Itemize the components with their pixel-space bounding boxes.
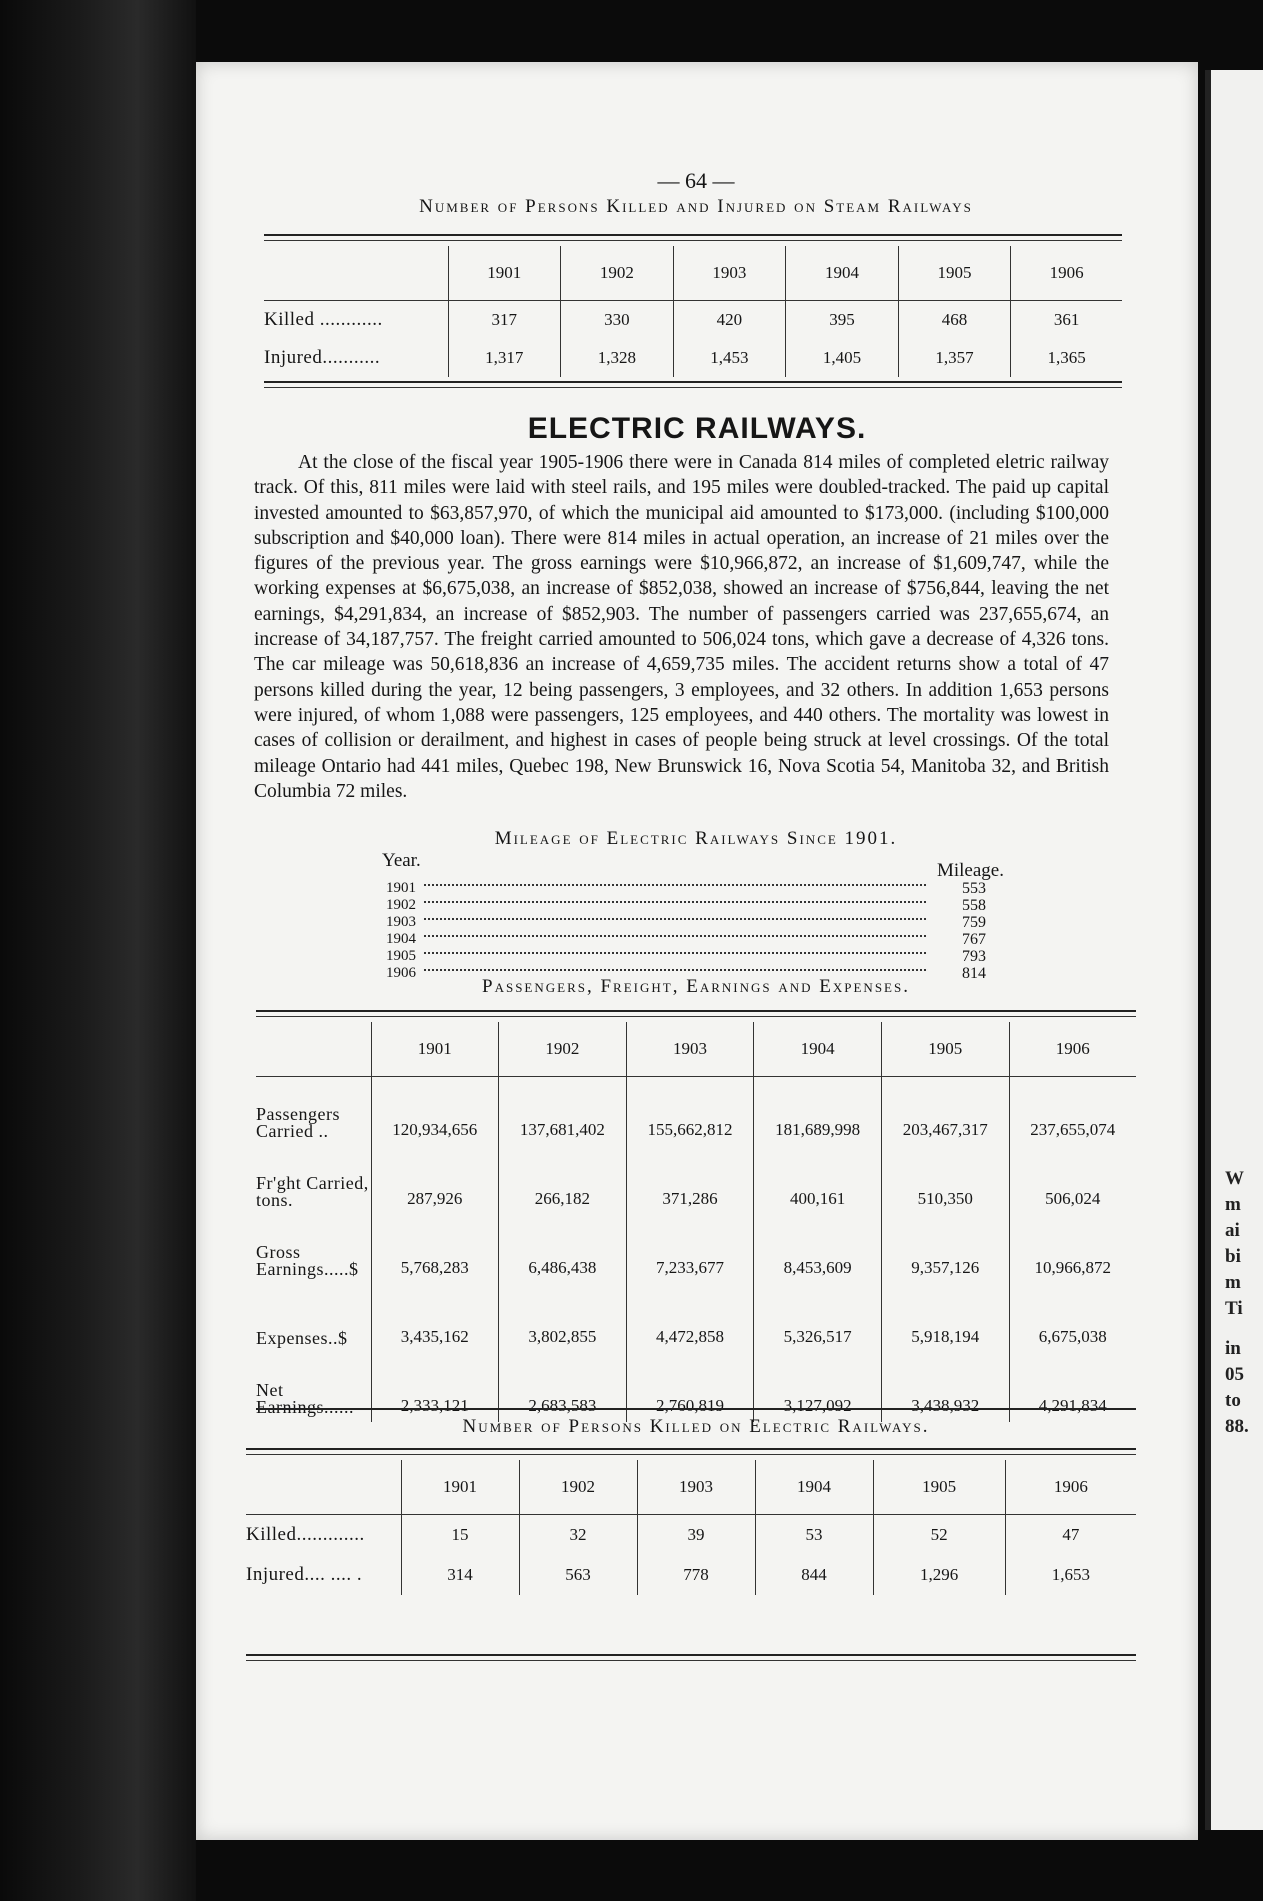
table-cell: 4,291,834 <box>1009 1353 1136 1422</box>
column-header-year: 1901 <box>371 1022 499 1077</box>
column-header-year: 1901 <box>448 246 561 301</box>
facing-page-edge <box>1205 70 1263 1830</box>
electric-railway-casualties-table <box>246 1460 1136 1595</box>
table-cell: 32 <box>519 1515 637 1556</box>
table-rule <box>264 381 1122 383</box>
mileage-year: 1901 <box>386 880 416 896</box>
mileage-table-caption: Mileage of Electric Railways Since 1901. <box>494 828 898 849</box>
table-rule <box>264 234 1122 236</box>
column-header-year: 1902 <box>561 246 674 301</box>
column-header-year: 1906 <box>1009 1022 1136 1077</box>
table-row <box>246 1515 1136 1556</box>
list-item <box>386 880 986 896</box>
row-label: Injured........... <box>264 347 381 368</box>
row-label: Passengers Carried .. <box>256 1104 340 1141</box>
table-cell: 7,233,677 <box>626 1215 754 1284</box>
mileage-year: 1906 <box>386 965 416 981</box>
table-row <box>264 339 1122 377</box>
table-row <box>246 1555 1136 1595</box>
column-header-year: 1901 <box>401 1460 519 1515</box>
mileage-value: 793 <box>962 948 986 965</box>
facing-page-fragment: m <box>1225 1272 1241 1293</box>
mileage-year: 1903 <box>386 914 416 930</box>
mileage-value: 767 <box>962 931 986 948</box>
table-cell: 468 <box>898 301 1011 340</box>
table-cell: 395 <box>786 301 899 340</box>
table-cell: 10,966,872 <box>1009 1215 1136 1284</box>
table-row <box>256 1077 1136 1147</box>
table-cell: 4,472,858 <box>626 1284 754 1353</box>
table-cell: 155,662,812 <box>626 1077 754 1147</box>
row-label: Injured.... .... . <box>246 1564 363 1585</box>
table-cell: 5,326,517 <box>754 1284 882 1353</box>
column-header-year: 1904 <box>786 246 899 301</box>
facing-page-fragment: to <box>1225 1390 1241 1411</box>
table-cell: 1,317 <box>448 339 561 377</box>
table-cell: 6,675,038 <box>1009 1284 1136 1353</box>
list-item <box>386 948 986 964</box>
table-row <box>256 1284 1136 1353</box>
table-cell: 52 <box>873 1515 1005 1556</box>
row-label: Gross Earnings.....$ <box>256 1242 359 1279</box>
mileage-value: 759 <box>962 914 986 931</box>
mileage-value: 814 <box>962 965 986 982</box>
column-header-year: 1905 <box>881 1022 1009 1077</box>
column-header-year: 1902 <box>499 1022 627 1077</box>
column-header-year: 1902 <box>519 1460 637 1515</box>
mileage-year: 1905 <box>386 948 416 964</box>
table-cell: 287,926 <box>371 1146 499 1215</box>
table-rule <box>256 1016 1136 1017</box>
column-header-year: 1904 <box>754 1022 882 1077</box>
table-row <box>256 1215 1136 1284</box>
dot-leader <box>424 884 926 886</box>
table-cell: 47 <box>1005 1515 1136 1556</box>
list-item <box>386 931 986 947</box>
year-header: Year. <box>382 850 421 871</box>
table-cell: 1,653 <box>1005 1555 1136 1595</box>
table-cell: 266,182 <box>499 1146 627 1215</box>
table-cell: 371,286 <box>626 1146 754 1215</box>
facing-page-fragment: 05 <box>1225 1364 1244 1385</box>
section-heading: ELECTRIC RAILWAYS. <box>527 412 867 445</box>
table-stub-header <box>246 1460 401 1515</box>
facing-page-fragment: W <box>1225 1168 1244 1189</box>
table-stub-header <box>256 1022 371 1077</box>
table-cell: 53 <box>755 1515 873 1556</box>
document-page <box>196 62 1198 1840</box>
table-cell: 6,486,438 <box>499 1215 627 1284</box>
table-cell: 120,934,656 <box>371 1077 499 1147</box>
table-rule <box>264 240 1122 241</box>
steam-table-caption: Number of Persons Killed and Injured on Steam Railways <box>419 196 973 217</box>
money-table-caption: Passengers, Freight, Earnings and Expenses. <box>482 976 910 997</box>
mileage-header: Mileage. <box>936 860 1004 881</box>
table-cell: 39 <box>637 1515 755 1556</box>
table-rule <box>246 1654 1136 1656</box>
table-cell: 181,689,998 <box>754 1077 882 1147</box>
table-row <box>256 1146 1136 1215</box>
body-paragraph: At the close of the fiscal year 1905-1906 there were in Canada 814 miles of completed eletric railway track. Of this, 811 miles were laid with steel rails, and 195 miles were doubled-tracked. The paid up capital invested amounted to $63,857,970, of which the municipal aid amounted to $173,000. (including $100,000 subscription and $40,000 loan). There were 814 miles in actual operation, an increase of 21 miles over the figures of the previous year. The gross earnings were $10,966,872, an increase of $1,609,747, while the working expenses at $6,675,038, an increase of $852,038, showed an increase of $756,844, leaving the net earnings, $4,291,834, an increase of $852,903. The number of passengers carried was 237,655,674, an increase of 34,187,757. The freight carried amounted to 506,024 tons, which gave a decrease of 4,326 tons. The car mileage was 50,618,836 an increase of 4,659,735 miles. The accident returns show a total of 47 persons killed during the year, 12 being passengers, 3 employees, and 32 others. In addition 1,653 persons were injured, of whom 1,088 were passengers, 125 employees, and 440 others. The mortality was lowest in cases of collision or derailment, and highest in cases of people being struck at level crossings. Of the total mileage Ontario had 441 miles, Quebec 198, New Brunswick 16, Nova Scotia 54, Manitoba 32, and British Columbia 72 miles. <box>254 452 1109 802</box>
dot-leader <box>424 935 926 937</box>
page-number: — 64 — <box>657 168 735 193</box>
mileage-value: 553 <box>962 880 986 897</box>
table-rule <box>256 1010 1136 1012</box>
row-label: Fr'ght Carried, tons. <box>256 1173 369 1210</box>
table-cell: 330 <box>561 301 674 340</box>
row-label: Net Earnings...... <box>256 1380 354 1417</box>
steam-railway-casualties-table <box>264 246 1122 377</box>
table-row <box>264 301 1122 340</box>
table-row <box>256 1353 1136 1422</box>
column-header-year: 1905 <box>873 1460 1005 1515</box>
table-cell: 3,438,932 <box>881 1353 1009 1422</box>
table-cell: 2,333,121 <box>371 1353 499 1422</box>
table-cell: 237,655,074 <box>1009 1077 1136 1147</box>
table-cell: 778 <box>637 1555 755 1595</box>
table-cell: 5,918,194 <box>881 1284 1009 1353</box>
table-cell: 1,296 <box>873 1555 1005 1595</box>
facing-page-fragment: 88. <box>1225 1416 1249 1437</box>
mileage-year: 1902 <box>386 897 416 913</box>
table-cell: 203,467,317 <box>881 1077 1009 1147</box>
facing-page-fragment: ai <box>1225 1220 1240 1241</box>
dot-leader <box>424 969 926 971</box>
table-rule <box>246 1660 1136 1661</box>
column-header-year: 1903 <box>626 1022 754 1077</box>
table-rule <box>246 1454 1136 1455</box>
table-cell: 506,024 <box>1009 1146 1136 1215</box>
table-cell: 1,328 <box>561 339 674 377</box>
passengers-freight-earnings-table <box>256 1022 1136 1422</box>
facing-page-fragment: m <box>1225 1194 1241 1215</box>
row-label: Killed............. <box>246 1524 365 1545</box>
book-spine-edge <box>0 0 196 1901</box>
facing-page-fragment: Ti <box>1225 1298 1243 1319</box>
table-cell: 361 <box>1011 301 1122 340</box>
table-cell: 2,683,583 <box>499 1353 627 1422</box>
column-header-year: 1905 <box>898 246 1011 301</box>
column-header-year: 1903 <box>673 246 786 301</box>
list-item <box>386 897 986 913</box>
mileage-year: 1904 <box>386 931 416 947</box>
column-header-year: 1906 <box>1011 246 1122 301</box>
dot-leader <box>424 901 926 903</box>
table-rule <box>264 387 1122 388</box>
table-cell: 5,768,283 <box>371 1215 499 1284</box>
table-cell: 1,453 <box>673 339 786 377</box>
table-cell: 1,405 <box>786 339 899 377</box>
table-cell: 3,127,092 <box>754 1353 882 1422</box>
table-cell: 314 <box>401 1555 519 1595</box>
table-cell: 844 <box>755 1555 873 1595</box>
facing-page-fragment: in <box>1225 1338 1241 1359</box>
dot-leader <box>424 952 926 954</box>
electric-table-caption: Number of Persons Killed on Electric Railways. <box>462 1416 930 1437</box>
table-cell: 9,357,126 <box>881 1215 1009 1284</box>
table-cell: 400,161 <box>754 1146 882 1215</box>
row-label: Killed ............ <box>264 309 383 330</box>
table-cell: 15 <box>401 1515 519 1556</box>
column-header-year: 1904 <box>755 1460 873 1515</box>
facing-page-fragment: bi <box>1225 1246 1241 1267</box>
table-rule <box>256 1408 1136 1410</box>
dot-leader <box>424 918 926 920</box>
table-cell: 563 <box>519 1555 637 1595</box>
table-cell: 317 <box>448 301 561 340</box>
table-cell: 510,350 <box>881 1146 1009 1215</box>
table-cell: 8,453,609 <box>754 1215 882 1284</box>
table-cell: 1,365 <box>1011 339 1122 377</box>
table-cell: 1,357 <box>898 339 1011 377</box>
column-header-year: 1903 <box>637 1460 755 1515</box>
list-item <box>386 914 986 930</box>
row-label: Expenses..$ <box>256 1328 348 1348</box>
table-cell: 2,760,819 <box>626 1353 754 1422</box>
table-stub-header <box>264 246 448 301</box>
column-header-year: 1906 <box>1005 1460 1136 1515</box>
table-rule <box>246 1448 1136 1450</box>
mileage-value: 558 <box>962 897 986 914</box>
table-cell: 3,435,162 <box>371 1284 499 1353</box>
table-cell: 3,802,855 <box>499 1284 627 1353</box>
table-cell: 420 <box>673 301 786 340</box>
table-cell: 137,681,402 <box>499 1077 627 1147</box>
